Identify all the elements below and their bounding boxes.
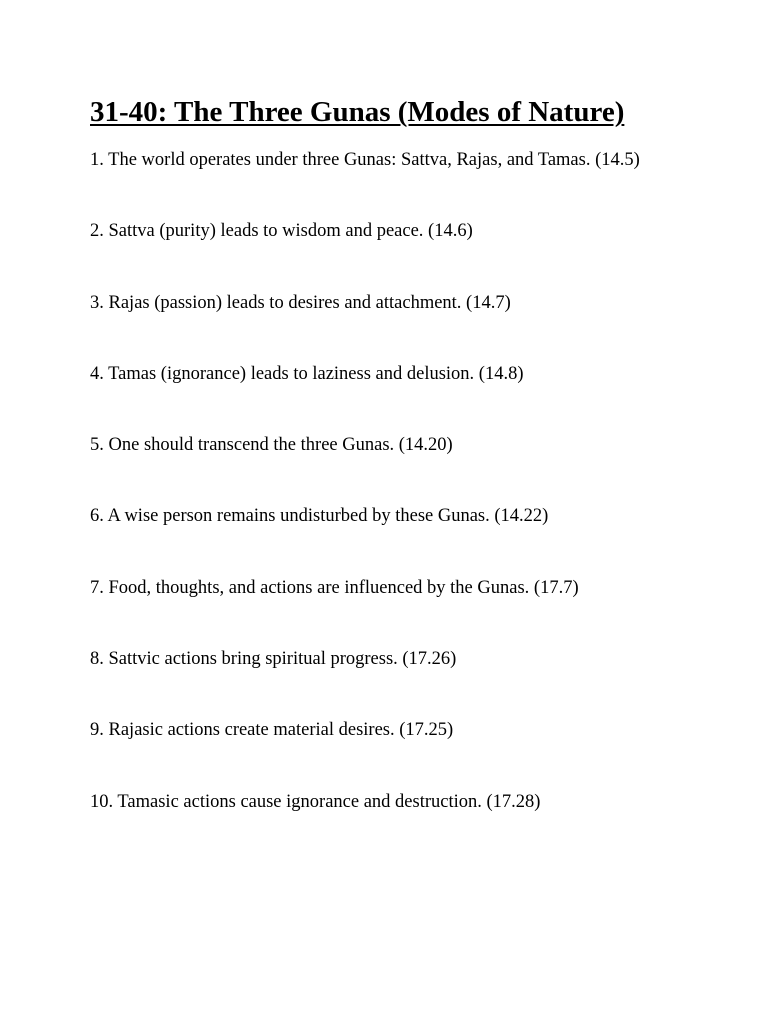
list-item: 2. Sattva (purity) leads to wisdom and peace. (14.6) xyxy=(90,221,473,242)
list-item: 7. Food, thoughts, and actions are influenced by the Gunas. (17.7) xyxy=(90,577,579,598)
list-item: 8. Sattvic actions bring spiritual progress. (17.26) xyxy=(90,649,457,670)
list-item: 10. Tamasic actions cause ignorance and destruction. (17.28) xyxy=(90,791,541,812)
gunas-list xyxy=(90,148,670,814)
list-item: 4. Tamas (ignorance) leads to laziness and delusion. (14.8) xyxy=(90,363,524,384)
list-item: 1. The world operates under three Gunas: Sattva, Rajas, and Tamas. (14.5) xyxy=(90,150,640,170)
list-item: 5. One should transcend the three Gunas. (14.20) xyxy=(90,435,453,456)
list-item: 9. Rajasic actions create material desires. (17.25) xyxy=(90,720,454,741)
list-item: 3. Rajas (passion) leads to desires and attachment. (14.7) xyxy=(90,292,511,313)
list-item: 6. A wise person remains undisturbed by these Gunas. (14.22) xyxy=(90,506,549,527)
page-title: 31-40: The Three Gunas (Modes of Nature) xyxy=(90,96,625,128)
